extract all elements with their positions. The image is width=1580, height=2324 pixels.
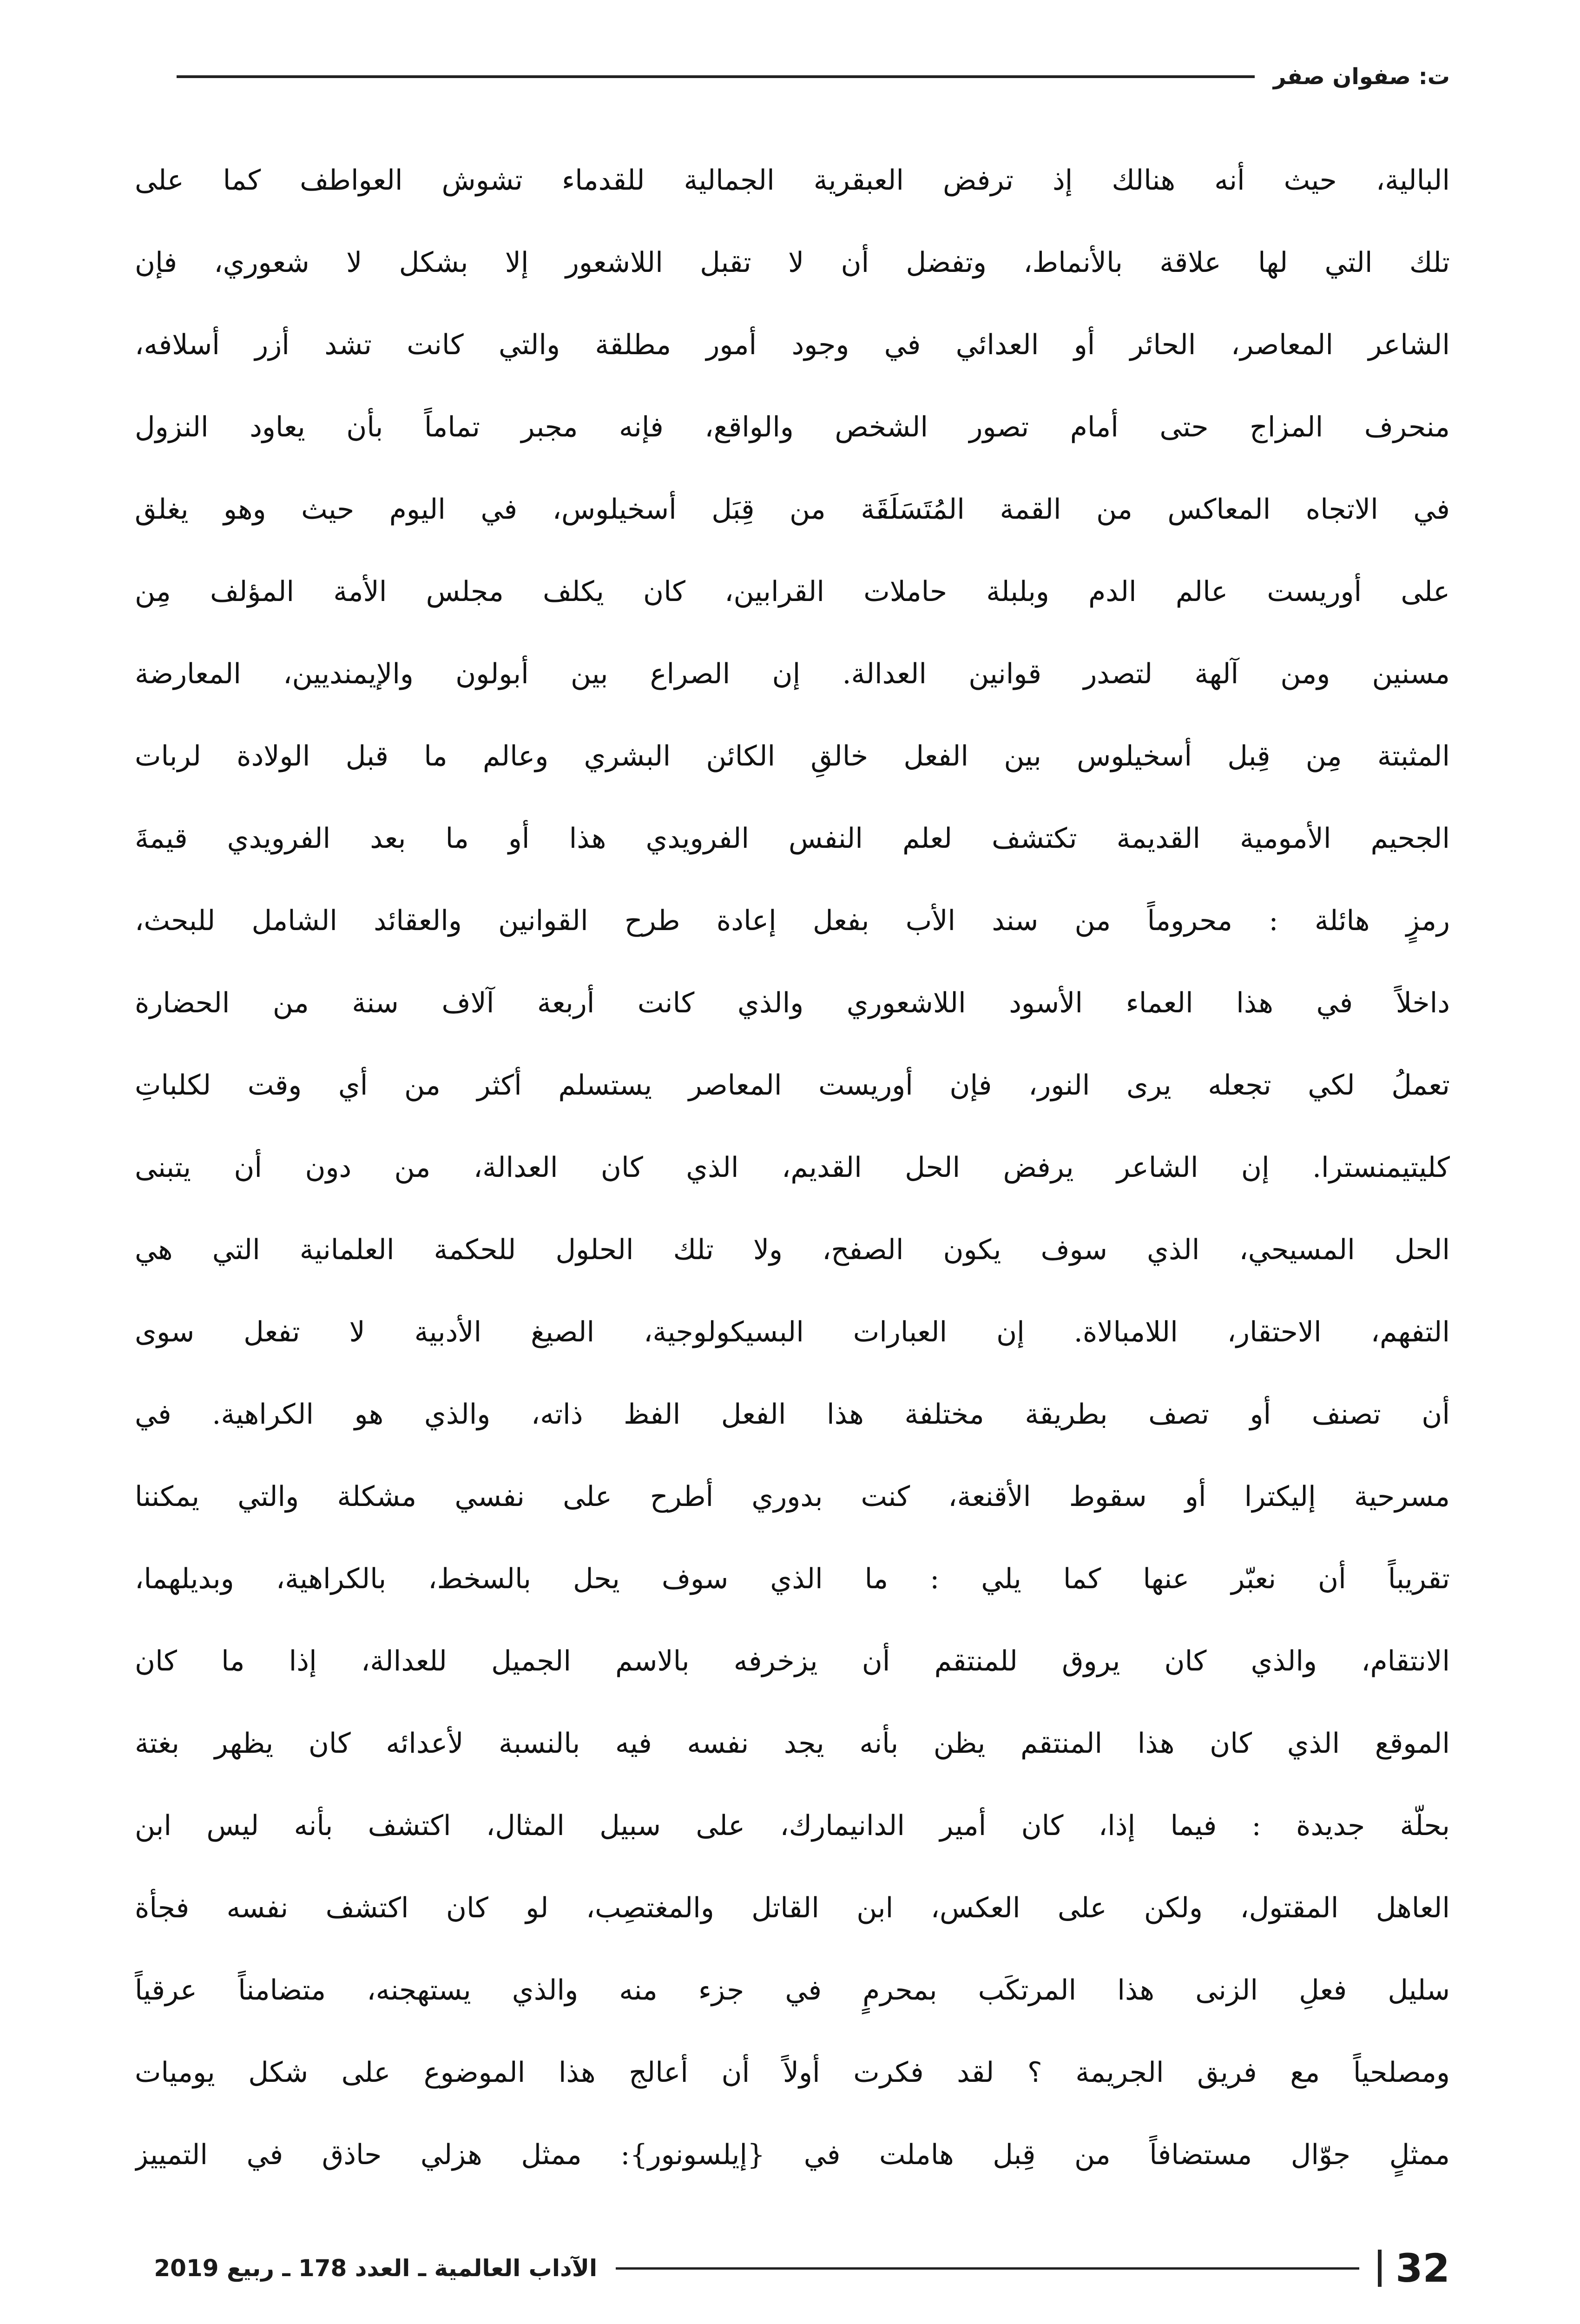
text-line: على أوريست عالم الدم وبلبلة حاملات القرابين، كان يكلف مجلس الأمة المؤلف مِن	[135, 575, 1450, 608]
text-line: أن تصنف أو تصف بطريقة مختلفة هذا الفعل الفظ ذاته، والذي هو الكراهية. في	[135, 1398, 1450, 1431]
text-line: داخلاً في هذا العماء الأسود اللاشعوري والذي كانت أربعة آلاف سنة من الحضارة	[135, 987, 1450, 1019]
text-line: التفهم، الاحتقار، اللامبالاة. إن العبارات البسيكولوجية، الصيغ الأدبية لا تفعل سوى	[135, 1316, 1450, 1348]
text-line: تلك التي لها علاقة بالأنماط، وتفضل أن لا تقبل اللاشعور إلا بشكل لا شعوري، فإن	[135, 246, 1450, 279]
text-line: المثبتة مِن قِبل أسخيلوس بين الفعل خالقِ الكائن البشري وعالم ما قبل الولادة لربات	[135, 740, 1450, 772]
running-header	[135, 56, 1450, 98]
text-line: تعملُ لكي تجعله يرى النور، فإن أوريست المعاصر يستسلم أكثر من أي وقت لكلباتِ	[135, 1069, 1450, 1102]
text-line: ومصلحياً مع فريق الجريمة ؟ لقد فكرت أولاً أن أعالج هذا الموضوع على شكل يوميات	[135, 2056, 1450, 2089]
text-line: الشاعر المعاصر، الحائر أو العدائي في وجود أمور مطلقة والتي كانت تشد أزر أسلافه،	[135, 329, 1450, 361]
text-line: الجحيم الأمومية القديمة تكتشف لعلم النفس الفرويدي هذا أو ما بعد الفرويدي قيمةَ	[135, 822, 1450, 855]
text-line: رمزٍ هائلة : محروماً من سند الأب بفعل إعادة طرح القوانين والعقائد الشامل للبحث،	[135, 905, 1450, 937]
journal-issue-info: الآداب العالمية ـ العدد 178 ـ ربيع 2019	[154, 2255, 598, 2282]
page-number: 32	[1396, 2245, 1450, 2291]
page-footer	[135, 2247, 1450, 2289]
text-line: كليتيمنسترا. إن الشاعر يرفض الحل القديم، الذي كان العدالة، من دون أن يتبنى	[135, 1151, 1450, 1184]
text-line: في الاتجاه المعاكس من القمة المُتَسَلَقَة من قِبَل أسخيلوس، في اليوم حيث وهو يغلق	[135, 493, 1450, 526]
header-author: ت: صفوان صفر	[1273, 64, 1450, 90]
text-line: سليل فعلِ الزنى هذا المرتكَب بمحرمٍ في جزء منه والذي يستهجنه، متضامناً عرقياً	[135, 1974, 1450, 2007]
text-line: الحل المسيحي، الذي سوف يكون الصفح، ولا تلك الحلول للحكمة العلمانية التي هي	[135, 1234, 1450, 1266]
text-line: تقريباً أن نعبّر عنها كما يلي : ما الذي سوف يحل بالسخط، بالكراهية، وبديلهما،	[135, 1563, 1450, 1595]
text-line: العاهل المقتول، ولكن على العكس، ابن القاتل والمغتصِب، لو كان اكتشف نفسه فجأة	[135, 1892, 1450, 1924]
text-line: منحرف المزاج حتى أمام تصور الشخص والواقع، فإنه مجبر تماماً بأن يعاود النزول	[135, 411, 1450, 443]
text-line: الموقع الذي كان هذا المنتقم يظن بأنه يجد نفسه فيه بالنسبة لأعدائه كان يظهر بغتة	[135, 1727, 1450, 1760]
footer-rule	[616, 2267, 1359, 2270]
header-rule	[177, 75, 1255, 78]
text-line: الانتقام، والذي كان يروق للمنتقم أن يزخرفه بالاسم الجميل للعدالة، إذا ما كان	[135, 1645, 1450, 1677]
footer-separator	[1378, 2250, 1382, 2287]
text-line: البالية، حيث أنه هنالك إذ ترفض العبقرية الجمالية للقدماء تشوش العواطف كما على	[135, 164, 1450, 197]
body-text	[135, 139, 1450, 2217]
text-line: مسرحية إليكترا أو سقوط الأقنعة، كنت بدوري أطرح على نفسي مشكلة والتي يمكننا	[135, 1480, 1450, 1513]
text-line: مسنين ومن آلهة لتصدر قوانين العدالة. إن الصراع بين أبولون والإيمنديين، المعارضة	[135, 658, 1450, 690]
text-line: ممثلٍ جوّال مستضافاً من قِبل هاملت في {إيلسونور}: ممثل هزلي حاذق في التمييز	[135, 2139, 1450, 2171]
text-line: بحلّة جديدة : فيما إذا، كان أمير الدانيمارك، على سبيل المثال، اكتشف بأنه ليس ابن	[135, 1809, 1450, 1842]
